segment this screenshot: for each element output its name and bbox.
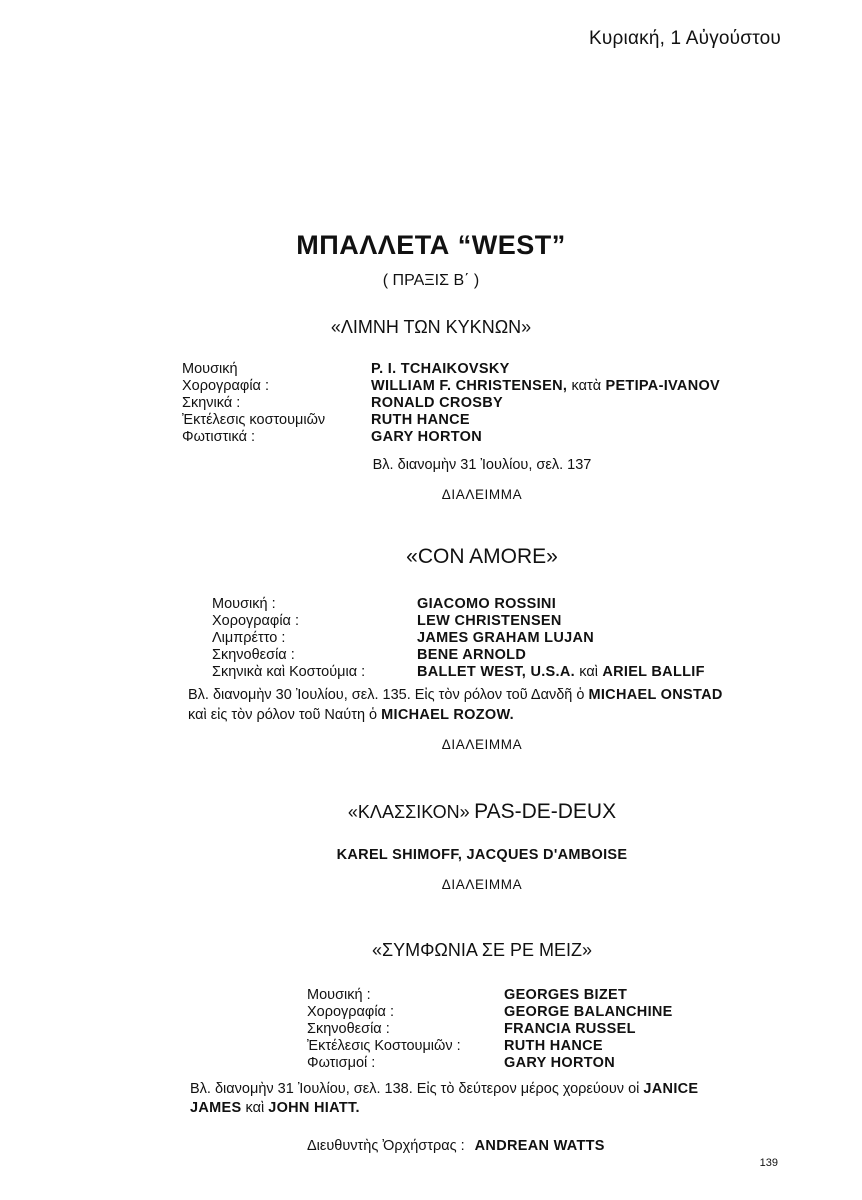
credit-row (212, 664, 812, 681)
credit-label: Φωτισμοί : (307, 1055, 376, 1071)
cast-reference-note: Βλ. διανομὴν 31 Ἰουλίου, σελ. 137 (372, 457, 592, 473)
act-subtitle: ( ΠΡΑΞΙΣ Β΄ ) (382, 272, 480, 289)
credit-row (212, 630, 812, 647)
credit-value-part: BALLET WEST, U.S.A. (417, 664, 575, 680)
section-title-latin: PAS-DE-DEUX (474, 800, 617, 823)
program-title: ΜΠΑΛΛΕΤΑ “WEST” (296, 230, 566, 260)
section-title-swan-lake: «ΛΙΜΝΗ ΤΩΝ ΚΥΚΝΩΝ» (330, 317, 532, 337)
credit-label: Μουσική : (212, 596, 276, 612)
page-date: Κυριακή, 1 Αὐγούστου (589, 28, 781, 49)
page-number: 139 (759, 1157, 778, 1169)
section-title-pas-de-deux (0, 800, 862, 824)
credit-row (212, 647, 812, 664)
credit-row (182, 361, 802, 378)
cast-note-line-1 (190, 1081, 698, 1097)
credit-row (307, 1021, 787, 1038)
credit-label: Σκηνοθεσία : (212, 647, 295, 663)
credit-label: Ἐκτέλεσις Κοστουμιῶν : (307, 1038, 461, 1054)
cast-note-line-2 (190, 1100, 360, 1116)
note-text: Βλ. διανομὴν 31 Ἰουλίου, σελ. 138. Εἰς τὸ δεύτερον μέρος χορεύουν οἱ (190, 1081, 640, 1097)
credit-value: JAMES GRAHAM LUJAN (417, 630, 594, 646)
credit-value: GARY HORTON (371, 429, 482, 445)
performer-name: JANICE (643, 1081, 699, 1097)
credit-row (182, 412, 802, 429)
credits-table-swan-lake (182, 361, 802, 446)
section-title-symphony: «ΣΥΜΦΩΝΙΑ ΣΕ ΡΕ ΜΕΙΖ» (371, 940, 593, 960)
cast-note-line-1 (188, 687, 723, 703)
credits-table-symphony (307, 987, 787, 1072)
credit-value (371, 378, 720, 395)
section-title-con-amore: «CON AMORE» (406, 545, 558, 568)
credits-table-con-amore (212, 596, 812, 681)
credit-value-part: PETIPA-IVANOV (605, 378, 721, 394)
credit-value: GIACOMO ROSSINI (417, 596, 557, 612)
credit-row (307, 987, 787, 1004)
intermission-label: ΔΙΑΛΕΙΜΜΑ (441, 737, 523, 752)
credit-label: Φωτιστικά : (182, 429, 256, 445)
conductor-credit (307, 1138, 605, 1154)
section-title-greek: «ΚΛΑΣΣΙΚΟΝ» (347, 802, 470, 822)
intermission-label: ΔΙΑΛΕΙΜΜΑ (441, 877, 523, 892)
credit-row (307, 1055, 787, 1072)
credit-row (212, 596, 812, 613)
credit-label: Χορογραφία : (212, 613, 299, 629)
credit-value: LEW CHRISTENSEN (417, 613, 562, 629)
performer-name: MICHAEL ROZOW. (381, 707, 514, 723)
credit-value (417, 664, 705, 681)
conductor-label: Διευθυντὴς Ὀρχήστρας : (307, 1138, 465, 1154)
note-text: καὶ εἰς τὸν ρόλον τοῦ Ναύτη ὁ (188, 707, 378, 723)
cast-note-line-2 (188, 707, 514, 723)
credit-row (182, 378, 802, 395)
credit-label: Χορογραφία : (182, 378, 269, 394)
credit-value: GARY HORTON (504, 1055, 615, 1071)
performers: KAREL SHIMOFF, JACQUES D'AMBOISE (336, 847, 628, 863)
credit-value: RONALD CROSBY (371, 395, 503, 411)
credit-value: GEORGE BALANCHINE (504, 1004, 673, 1020)
credit-label: Χορογραφία : (307, 1004, 394, 1020)
credit-label: Μουσική (182, 361, 238, 377)
credit-value: RUTH HANCE (371, 412, 470, 428)
credit-row (307, 1004, 787, 1021)
credit-row (182, 429, 802, 446)
credit-value-part: ARIEL BALLIF (602, 664, 705, 680)
performer-name: JAMES (190, 1100, 242, 1116)
credit-label: Σκηνοθεσία : (307, 1021, 390, 1037)
conductor-name: ANDREAN WATTS (474, 1138, 605, 1154)
note-text: καὶ (245, 1100, 265, 1116)
credit-value: RUTH HANCE (504, 1038, 603, 1054)
credit-label: Ἐκτέλεσις κοστουμιῶν (182, 412, 326, 428)
credit-row (307, 1038, 787, 1055)
credit-value: P. I. TCHAIKOVSKY (371, 361, 510, 377)
credit-value-part: WILLIAM F. CHRISTENSEN, (371, 378, 568, 394)
intermission-label: ΔΙΑΛΕΙΜΜΑ (441, 487, 523, 502)
note-text: Βλ. διανομὴν 30 Ἰουλίου, σελ. 135. Εἰς τὸν ρόλον τοῦ Δανδῆ ὁ (188, 687, 585, 703)
credit-row (212, 613, 812, 630)
credit-value: FRANCIA RUSSEL (504, 1021, 636, 1037)
credit-label: Λιμπρέττο : (212, 630, 286, 646)
credit-connector: καὶ (579, 664, 598, 680)
credit-label: Σκηνικά : (182, 395, 241, 411)
performer-name: JOHN HIATT. (268, 1100, 360, 1116)
credit-row (182, 395, 802, 412)
credit-label: Μουσική : (307, 987, 371, 1003)
credit-value: BENE ARNOLD (417, 647, 527, 663)
credit-connector: κατὰ (571, 378, 602, 394)
performer-name: MICHAEL ONSTAD (588, 687, 723, 703)
credit-label: Σκηνικὰ καὶ Κοστούμια : (212, 664, 366, 680)
credit-value: GEORGES BIZET (504, 987, 628, 1003)
